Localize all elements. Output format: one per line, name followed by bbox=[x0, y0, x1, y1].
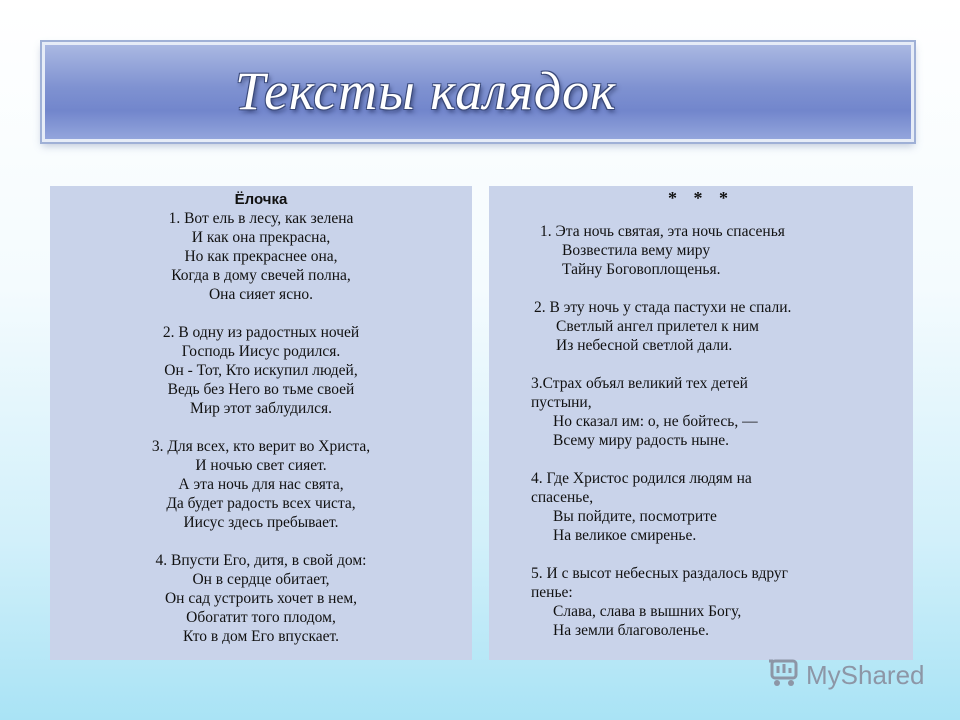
verse-line: Ведь без Него во тьме своей bbox=[167, 381, 355, 398]
verse-line: Из небесной светлой дали. bbox=[556, 337, 733, 354]
carol-panel-holy-night bbox=[489, 186, 913, 660]
cart-icon bbox=[768, 658, 802, 693]
carol-panel-elochka bbox=[50, 186, 472, 660]
verse-line: спасенье, bbox=[531, 489, 594, 506]
verse-line: Господь Иисус родился. bbox=[181, 343, 341, 360]
verse-line: 3.Страх объял великий тех детей bbox=[531, 375, 748, 392]
verse-line: Обогатит того плодом, bbox=[186, 609, 336, 626]
verse-line: Когда в дому свечей полна, bbox=[171, 267, 351, 284]
verse-line: На земли благоволенье. bbox=[553, 622, 709, 639]
verse-line: Тайну Боговоплощенья. bbox=[562, 261, 721, 278]
verse-line: Иисус здесь пребывает. bbox=[183, 514, 339, 531]
verse-line: 2. В эту ночь у стада пастухи не спали. bbox=[534, 299, 792, 316]
verse-line: Кто в дом Его впускает. bbox=[182, 628, 339, 645]
stanza bbox=[50, 323, 472, 418]
slide-title: Тексты калядок bbox=[235, 61, 617, 121]
verse-line: И как она прекрасна, bbox=[191, 229, 331, 246]
watermark-text: MyShared bbox=[806, 659, 925, 690]
verse-line: Да будет радость всех чиста, bbox=[166, 495, 356, 512]
verse-line: Он - Тот, Кто искупил людей, bbox=[164, 362, 358, 379]
myshared-watermark bbox=[768, 658, 925, 692]
stanza bbox=[531, 469, 913, 545]
verse-line: Всему миру радость ныне. bbox=[553, 432, 730, 449]
verse-line: Но сказал им: о, не бойтесь, — bbox=[553, 413, 758, 430]
verse-line: Мир этот заблудился. bbox=[190, 400, 332, 417]
section-stars: * * * bbox=[668, 188, 734, 208]
verse-line: Она сияет ясно. bbox=[208, 286, 313, 303]
stanza bbox=[540, 222, 913, 279]
carol-title: Ёлочка bbox=[234, 191, 288, 208]
stanza bbox=[50, 551, 472, 646]
verse-line: На великое смиренье. bbox=[553, 527, 697, 544]
verse-line: Слава, слава в вышних Богу, bbox=[553, 603, 742, 620]
verse-line: Он сад устроить хочет в нем, bbox=[164, 590, 358, 607]
stanza bbox=[50, 209, 472, 304]
verse-line: пустыни, bbox=[531, 394, 592, 411]
verse-line: Он в сердце обитает, bbox=[192, 571, 330, 588]
verse-line: 5. И с высот небесных раздалось вдруг bbox=[531, 565, 789, 582]
verse-line: Светлый ангел прилетел к ним bbox=[556, 318, 759, 335]
stanza bbox=[534, 298, 913, 355]
verse-line: пенье: bbox=[531, 584, 573, 601]
verse-line: Вы пойдите, посмотрите bbox=[553, 508, 717, 525]
verse-line: Но как прекраснее она, bbox=[184, 248, 338, 265]
verse-line: 3. Для всех, кто верит во Христа, bbox=[151, 438, 371, 455]
verse-line: И ночью свет сияет. bbox=[195, 457, 327, 474]
verse-line: 4. Где Христос родился людям на bbox=[531, 470, 752, 487]
stanza bbox=[531, 564, 913, 640]
verse-line: 1. Эта ночь святая, эта ночь спасенья bbox=[540, 223, 785, 240]
stanza bbox=[531, 374, 913, 450]
verse-line: 4. Впусти Его, дитя, в свой дом: bbox=[155, 552, 367, 569]
verse-line: 1. Вот ель в лесу, как зелена bbox=[168, 210, 354, 227]
stanza bbox=[50, 437, 472, 532]
verse-line: Возвестила вему миру bbox=[562, 242, 711, 259]
verse-line: 2. В одну из радостных ночей bbox=[162, 324, 360, 341]
title-banner bbox=[42, 42, 914, 142]
verse-line: А эта ночь для нас свята, bbox=[178, 476, 344, 493]
